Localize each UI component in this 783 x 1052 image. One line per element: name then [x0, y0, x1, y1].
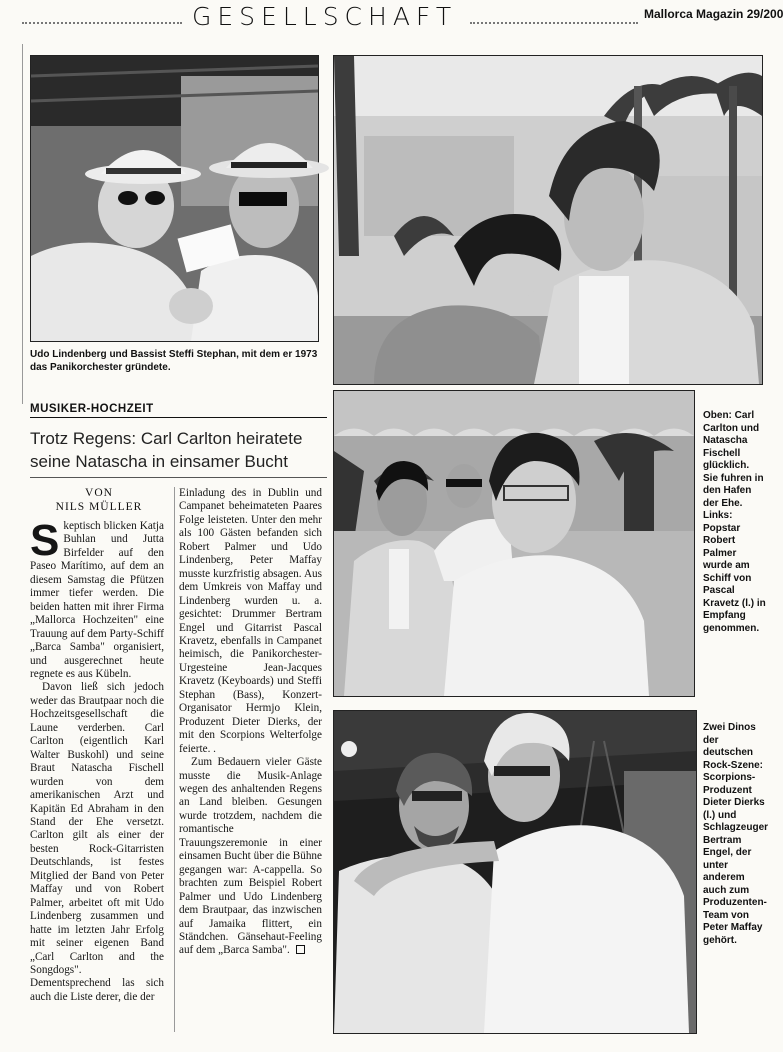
photo-lindenberg-stephan	[30, 55, 319, 342]
photo-palmer-kravetz	[333, 390, 695, 697]
kicker-rule	[30, 417, 327, 418]
byline-author: NILS MÜLLER	[55, 501, 143, 513]
photo-caption-carlton-palmer: Oben: Carl Carlton und Natascha Fischell glücklich. Sie fuhren in den Hafen der Ehe. Links: Popstar Robert Palmer wurde am Schiff von Pascal Kravetz (l.) in Empfang genommen.	[703, 410, 766, 634]
article-paragraph-4	[179, 756, 322, 958]
article-paragraph-1	[30, 516, 164, 681]
drop-cap: S	[30, 516, 60, 565]
left-margin-rule	[22, 44, 23, 404]
article-column-rule	[174, 487, 175, 1032]
header-rule-left	[22, 22, 182, 24]
headline-rule	[30, 477, 327, 478]
article-paragraph-3: Einladung des in Dublin und Campanet beheimateten Paares Folge leisteten. Unter den mehr als 100 Gästen befanden sich Robert Palmer und Udo Lindenberg, Peter Maffay musste kurzfristig absagen. Aus dem Umkreis von Maffay und Lindenberg wurden u. a. gesichtet: Drummer Bertram Engel und Gitarrist Pascal Kravetz, ebenfalls in Campanet heimisch, die Panikorchester-Urgesteine Jean-Jacques Kravetz (Keyboards) und Steffi Stephan (Bass), Konzert-Organisator Hermjo Klein, Produzent Dieter Dierks, der mit den Scorpions Welterfolge feierte. .	[179, 487, 322, 755]
photo-dierks-engel	[333, 710, 697, 1034]
article-headline: Trotz Regens: Carl Carlton heiratete seine Natascha in einsamer Bucht	[30, 429, 303, 471]
end-mark-icon	[296, 945, 305, 954]
article-column-1	[30, 516, 164, 1004]
photo-caption-lindenberg: Udo Lindenberg und Bassist Steffi Stephan, mit dem er 1973 das Panikorchester gründete.	[30, 349, 318, 373]
paragraph-1-text: keptisch blicken Katja Buhlan und Jutta Birfelder auf den Paseo Marítimo, auf dem an diesem Samstag die Pfützen immer tiefer werden. Die beiden hatten mit ihrer Firma „Mallorca Hochzeiten" eine Trauung auf dem Party-Schiff „Barca Samba" organisiert, und ausgerechnet heute regnete es aus Kübeln.	[30, 520, 164, 680]
article-column-2	[179, 487, 322, 958]
paragraph-4-text: Zum Bedauern vieler Gäste musste die Musik-Anlage wegen des anhaltenden Regens an Land bleiben. Gesungen wurde trotzdem, nachdem die romantische Trauungszeremonie in einer einsamen Bucht über die Bühne gegangen war: A-cappella. So brachten zum Beispiel Robert Palmer und Udo Lindenberg dem Brautpaar, das inzwischen auf Jamaika flittert, ein Ständchen. Gänsehaut-Feeling auf dem „Barca Samba".	[179, 756, 322, 957]
header-rule-right	[470, 22, 638, 24]
byline-von: VON	[85, 487, 113, 499]
photo-caption-dierks-engel: Zwei Dinos der deutschen Rock-Szene: Scorpions-Produzent Dieter Dierks (l.) und Schlagzeuger Bertram Engel, der unter anderem auch zum Produzenten-Team von Peter Maffay gehört.	[703, 722, 769, 946]
section-title: GESELLSCHAFT	[192, 2, 458, 31]
issue-label: Mallorca Magazin 29/200	[644, 7, 783, 21]
article-kicker: MUSIKER-HOCHZEIT	[30, 403, 154, 415]
article-paragraph-2: Davon ließ sich jedoch weder das Brautpaar noch die Hochzeitsgesellschaft die Laune verderben. Carl Carlton (eigentlich Karl Walter Buskohl) und seine Braut Natascha Fischell wurden von dem amerikanischen Arzt und Kapitän Ed Abraham in den Stand der Ehe versetzt. Carlton gilt als einer der besten Rock-Gitarristen Deutschlands, ist festes Mitglied der Band von Peter Maffay und von Robert Palmer, arbeitet oft mit Udo Lindenberg zusammen und hatte im letzten Jahr Erfolg mit seiner eigenen Band „Carl Carlton and the Songdogs". Dementsprechend las sich auch die Liste derer, die der	[30, 681, 164, 1003]
byline	[30, 486, 168, 514]
photo-carlton-fischell	[333, 55, 763, 385]
